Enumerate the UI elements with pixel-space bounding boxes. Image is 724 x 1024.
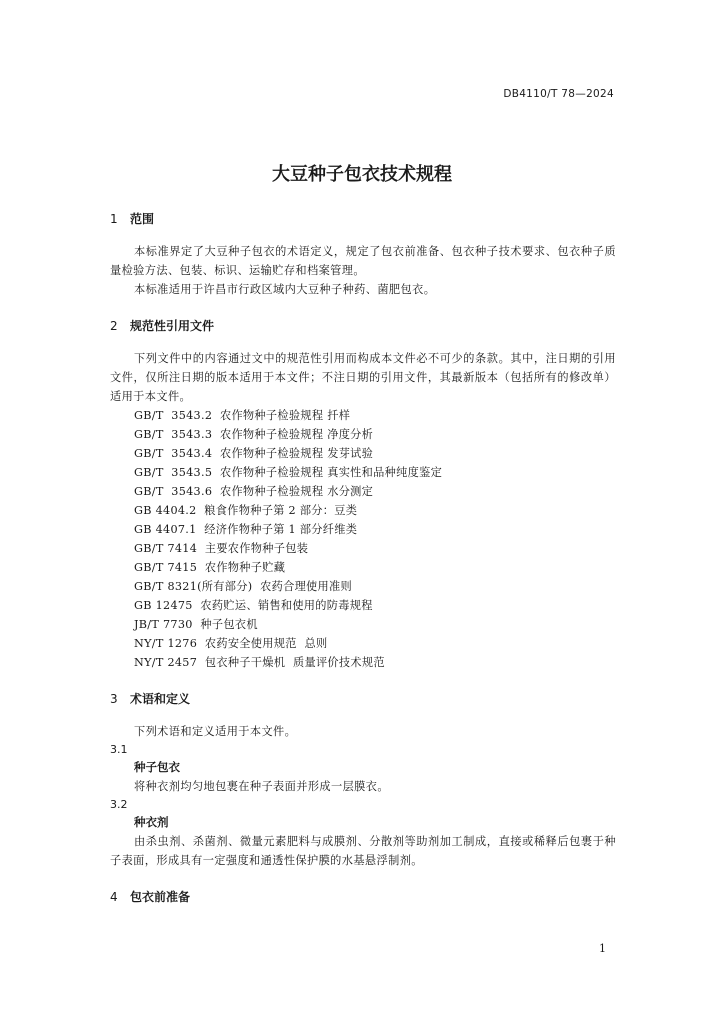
reference-list [110, 406, 616, 672]
section-heading-preparation [110, 886, 616, 908]
section-heading-normative-references [110, 315, 616, 337]
section-number: 1 [110, 212, 118, 226]
term-name: 种衣剂 [134, 815, 169, 829]
reference-item: GB 12475 农药贮运、销售和使用的防毒规程 [134, 599, 373, 612]
section-heading-terms-definitions [110, 688, 616, 710]
reference-item: GB/T 7415 农作物种子贮藏 [134, 561, 286, 574]
document-body [110, 208, 616, 908]
section-title: 包衣前准备 [130, 890, 191, 904]
section-number: 3 [110, 692, 118, 706]
paragraph: 本标准界定了大豆种子包衣的术语定义，规定了包衣前准备、包衣种子技术要求、包衣种子质量检验方法、包装、标识、运输贮存和档案管理。 [110, 245, 616, 277]
reference-item: NY/T 2457 包衣种子干燥机 质量评价技术规范 [134, 656, 385, 669]
term-entry [110, 796, 616, 870]
document-title: 大豆种子包衣技术规程 [272, 164, 452, 185]
page-number: 1 [599, 942, 606, 955]
paragraph: 下列文件中的内容通过文中的规范性引用而构成本文件必不可少的条款。其中，注日期的引用文件，仅所注日期的版本适用于本文件；不注日期的引用文件，其最新版本（包括所有的修改单）适用于本文件。 [110, 352, 616, 403]
reference-item: GB 4404.2 粮食作物种子第 2 部分：豆类 [134, 504, 358, 517]
term-number: 3.1 [110, 743, 128, 756]
term-name: 种子包衣 [134, 760, 180, 774]
reference-item: GB/T 3543.3 农作物种子检验规程 净度分析 [134, 428, 374, 441]
term-definition: 将种衣剂均匀地包裹在种子表面并形成一层膜衣。 [134, 780, 389, 793]
reference-item: GB/T 3543.2 农作物种子检验规程 扦样 [134, 409, 351, 422]
paragraph: 本标准适用于许昌市行政区域内大豆种子种药、菌肥包衣。 [134, 283, 436, 296]
section-title: 术语和定义 [130, 692, 191, 706]
section-number: 2 [110, 319, 118, 333]
term-entry [110, 741, 616, 796]
reference-item: GB/T 3543.4 农作物种子检验规程 发芽试验 [134, 447, 374, 460]
section-number: 4 [110, 890, 118, 904]
term-definition: 由杀虫剂、杀菌剂、微量元素肥料与成膜剂、分散剂等助剂加工制成，直接或稀释后包裹于种子表面，形成具有一定强度和通透性保护膜的水基悬浮制剂。 [110, 835, 616, 867]
reference-item: GB/T 7414 主要农作物种子包装 [134, 542, 309, 555]
section-title: 规范性引用文件 [130, 319, 215, 333]
reference-item: NY/T 1276 农药安全使用规范 总则 [134, 637, 328, 650]
paragraph: 下列术语和定义适用于本文件。 [134, 725, 297, 738]
reference-item: GB 4407.1 经济作物种子第 1 部分纤维类 [134, 523, 358, 536]
term-number: 3.2 [110, 798, 128, 811]
section-title: 范围 [130, 212, 155, 226]
reference-item: GB/T 8321(所有部分) 农药合理使用准则 [134, 580, 353, 593]
reference-item: GB/T 3543.6 农作物种子检验规程 水分测定 [134, 485, 374, 498]
standard-code: DB4110/T 78—2024 [503, 88, 614, 100]
section-heading-scope [110, 208, 616, 230]
reference-item: GB/T 3543.5 农作物种子检验规程 真实性和品种纯度鉴定 [134, 466, 443, 479]
reference-item: JB/T 7730 种子包衣机 [134, 618, 258, 631]
